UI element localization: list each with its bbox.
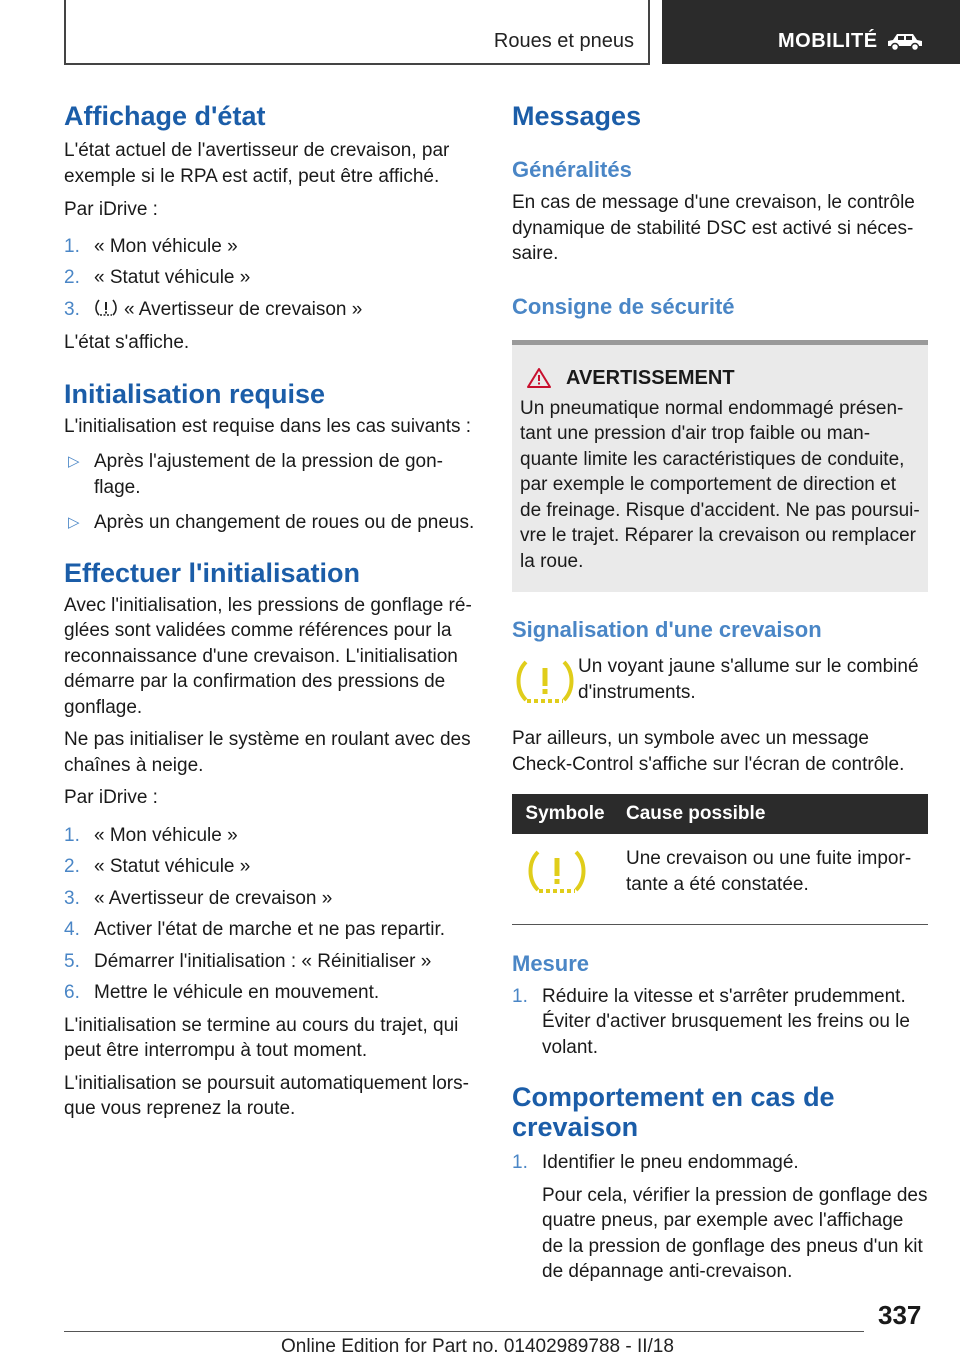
footer-rule	[64, 1331, 864, 1332]
heading-safety: Consigne de sécurité	[512, 293, 735, 319]
heading-status-display: Affichage d'état	[64, 101, 266, 131]
perform-init-intro: Avec l'initialisation, les pressions de gonflage ré‐ glées sont validées comme références pour la reconnaissance d'une crevaison. L'initialisation démarre par la confirmation des pressions de gonflage.	[64, 594, 472, 718]
list-item: 6. Mettre le véhicule en mouvement.	[64, 982, 380, 1003]
footer-edition: Online Edition for Part no. 01402989788 - II/18	[281, 1336, 674, 1357]
list-item: 1. Réduire la vitesse et s'arrêter prudemment. Éviter d'activer brusquement les freins ou le volant.	[512, 985, 910, 1058]
table-header-row	[512, 794, 928, 834]
list-item: 3. « Avertisseur de crevaison »	[64, 298, 363, 320]
heading-measure: Mesure	[512, 950, 590, 976]
car-icon	[884, 30, 926, 54]
tire-warning-symbol-icon	[524, 848, 590, 898]
perform-init-end: L'initialisation se termine au cours du trajet, qui peut être interrompu à tout moment.	[64, 1014, 459, 1061]
list-item: 1. « Mon véhicule »	[64, 235, 238, 257]
status-intro: L'état actuel de l'avertisseur de crevaison, par exemple si le RPA est actif, peut être affiché.	[64, 140, 450, 187]
warning-triangle-icon	[526, 367, 552, 389]
warning-text: Un pneumatique normal endommagé présen‐ tant une pression d'air trop faible ou man‐ quante limite les caractéristiques de conduite, par exemple le comportement de direction et de freinage. Risque d'accident. Ne pas poursui‐ vre le trajet. Réparer la crevaison ou remplacer la roue.	[520, 397, 920, 572]
heading-general: Généralités	[512, 157, 632, 182]
column-header-cause: Cause possible	[618, 794, 928, 834]
list-item: 1. « Mon véhicule »	[64, 824, 238, 846]
status-steps	[64, 234, 478, 323]
list-item: 5. Démarrer l'initialisation : « Réinitialiser »	[64, 950, 432, 972]
tire-pressure-icon	[94, 298, 118, 318]
status-idrive: Par iDrive :	[64, 199, 158, 220]
chapter-title: MOBILITÉ	[778, 30, 878, 52]
symbol-table	[512, 794, 928, 925]
list-item: 2. « Statut véhicule »	[64, 267, 251, 288]
signal-check-control: Par ailleurs, un symbole avec un message Check-Control s'affiche sur l'écran de contrôle.	[512, 728, 905, 775]
heading-behavior: Comportement en cas de crevaison	[512, 1082, 835, 1142]
list-item: 2. « Statut véhicule »	[64, 856, 251, 877]
perform-init-resume: L'initialisation se poursuit automatiquement lors‐ que vous reprenez la route.	[64, 1072, 469, 1119]
left-column	[64, 100, 478, 1122]
measure-steps	[512, 984, 928, 1061]
section-title: Roues et pneus	[493, 30, 634, 52]
header-section	[64, 0, 650, 64]
right-column	[512, 100, 928, 1285]
general-text: En cas de message d'une crevaison, le contrôle dynamique de stabilité DSC est activé si néces‐ saire.	[512, 192, 915, 264]
signal-text: Un voyant jaune s'allume sur le combiné d'instruments.	[578, 656, 919, 703]
list-item: 3. « Avertisseur de crevaison »	[64, 887, 333, 909]
list-item: ▷ Après un changement de roues ou de pneus.	[68, 512, 475, 533]
behavior-steps	[512, 1150, 928, 1176]
signal-row	[512, 654, 928, 708]
behavior-text: Pour cela, vérifier la pression de gonflage des quatre pneus, par exemple avec l'affichage de la pression de gonflage des pneus d'un kit de dépannage anti-crevaison.	[542, 1184, 928, 1282]
page-number: 337	[878, 1300, 922, 1330]
heading-signal: Signalisation d'une crevaison	[512, 617, 822, 642]
tire-warning-light-icon	[512, 658, 578, 708]
column-header-symbol: Symbole	[512, 794, 618, 834]
perform-init-chains: Ne pas initialiser le système en roulant avec des chaînes à neige.	[64, 729, 471, 776]
status-result: L'état s'affiche.	[64, 332, 190, 353]
table-row	[512, 834, 928, 924]
table-cell-cause: Une crevaison ou une fuite impor‐ tante a été constatée.	[618, 834, 928, 924]
perform-init-steps	[64, 823, 478, 1006]
list-item: 1. Identifier le pneu endommagé.	[512, 1152, 799, 1173]
list-item: 4. Activer l'état de marche et ne pas repartir.	[64, 919, 446, 940]
perform-init-idrive: Par iDrive :	[64, 787, 158, 808]
list-item: ▷ Après l'ajustement de la pression de gon‐ flage.	[68, 451, 443, 498]
table-cell-symbol	[512, 834, 618, 924]
heading-messages: Messages	[512, 101, 642, 131]
heading-init-required: Initialisation requise	[64, 378, 326, 409]
init-required-bullets	[64, 449, 478, 536]
warning-box	[512, 340, 928, 593]
warning-label: AVERTISSEMENT	[566, 366, 735, 389]
heading-perform-init: Effectuer l'initialisation	[64, 557, 360, 588]
init-required-intro: L'initialisation est requise dans les cas suivants :	[64, 415, 472, 437]
